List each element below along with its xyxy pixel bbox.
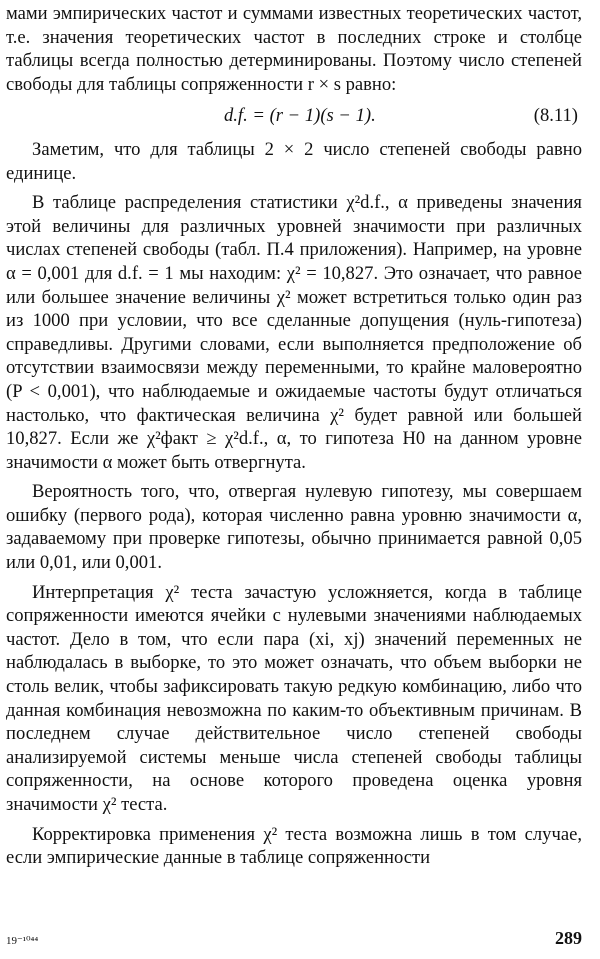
signature-mark: 19⁻¹⁰⁴⁴: [6, 935, 39, 947]
paragraph-5: Интерпретация χ² теста зачастую усложняется, когда в таблице сопряженности имеются ячейки с нулевыми значениями наблюдаемых частот. Дело в том, что если пара (xi, xj) значений переменных не наблюдалась в выборке, то это может означать, что объем выборки не столь велик, чтобы зафиксировать такую редкую комбинацию, либо что данная комбинация невозможна по каким-то объективным причинам. В последнем случае действительное число степеней свободы анализируемой системы меньше числа степеней свободы таблицы сопряженности, на основе которого проведена оценка уровня значимости χ² теста.: [6, 581, 582, 815]
page-number: 289: [555, 928, 582, 948]
paragraph-1: мами эмпирических частот и суммами известных теоретических частот, т.е. значения теоретических частот в последних строке и столбце таблицы всегда полностью детерминированы. Поэтому число степеней свободы для таблицы сопряженности r × s равно:: [6, 3, 582, 95]
formula-expression: d.f. = (r − 1)(s − 1).: [223, 105, 376, 127]
paragraph-6: Корректировка применения χ² теста возможна лишь в том случае, если эмпирические данные в таблице сопряженности: [6, 823, 582, 869]
paragraph-4: Вероятность того, что, отвергая нулевую гипотезу, мы совершаем ошибку (первого рода), которая численно равна уровню значимости α, задаваемому при проверке гипотезы, обычно принимается равной 0,05 или 0,01, или 0,001.: [6, 481, 582, 574]
paragraph-3: В таблице распределения статистики χ²d.f., α приведены значения этой величины для различных уровней значимости при различных числах степеней свободы (табл. П.4 приложения). Например, на уровне α = 0,001 для d.f. = 1 мы находим: χ² = 10,827. Это означает, что равное или большее значение величины χ² может встретиться только один раз из 1000 при условии, что все сделанные допущения (нуль-гипотеза) справедливы. Другими словами, если выполняется предположение об отсутствии взаимосвязи между переменными, то крайне маловероятно (P < 0,001), что наблюдаемые и ожидаемые частоты будут отличаться настолько, что фактическая величина χ² будет равной или большей 10,827. Если же χ²факт ≥ χ²d.f., α, то гипотеза H0 на данном уровне значимости α может быть отвергнута.: [6, 192, 582, 473]
paragraph-2: Заметим, что для таблицы 2 × 2 число степеней свободы равно единице.: [6, 138, 582, 184]
formula-row: [6, 104, 582, 128]
formula-number: (8.11): [533, 105, 578, 127]
page-footer: [6, 928, 582, 949]
